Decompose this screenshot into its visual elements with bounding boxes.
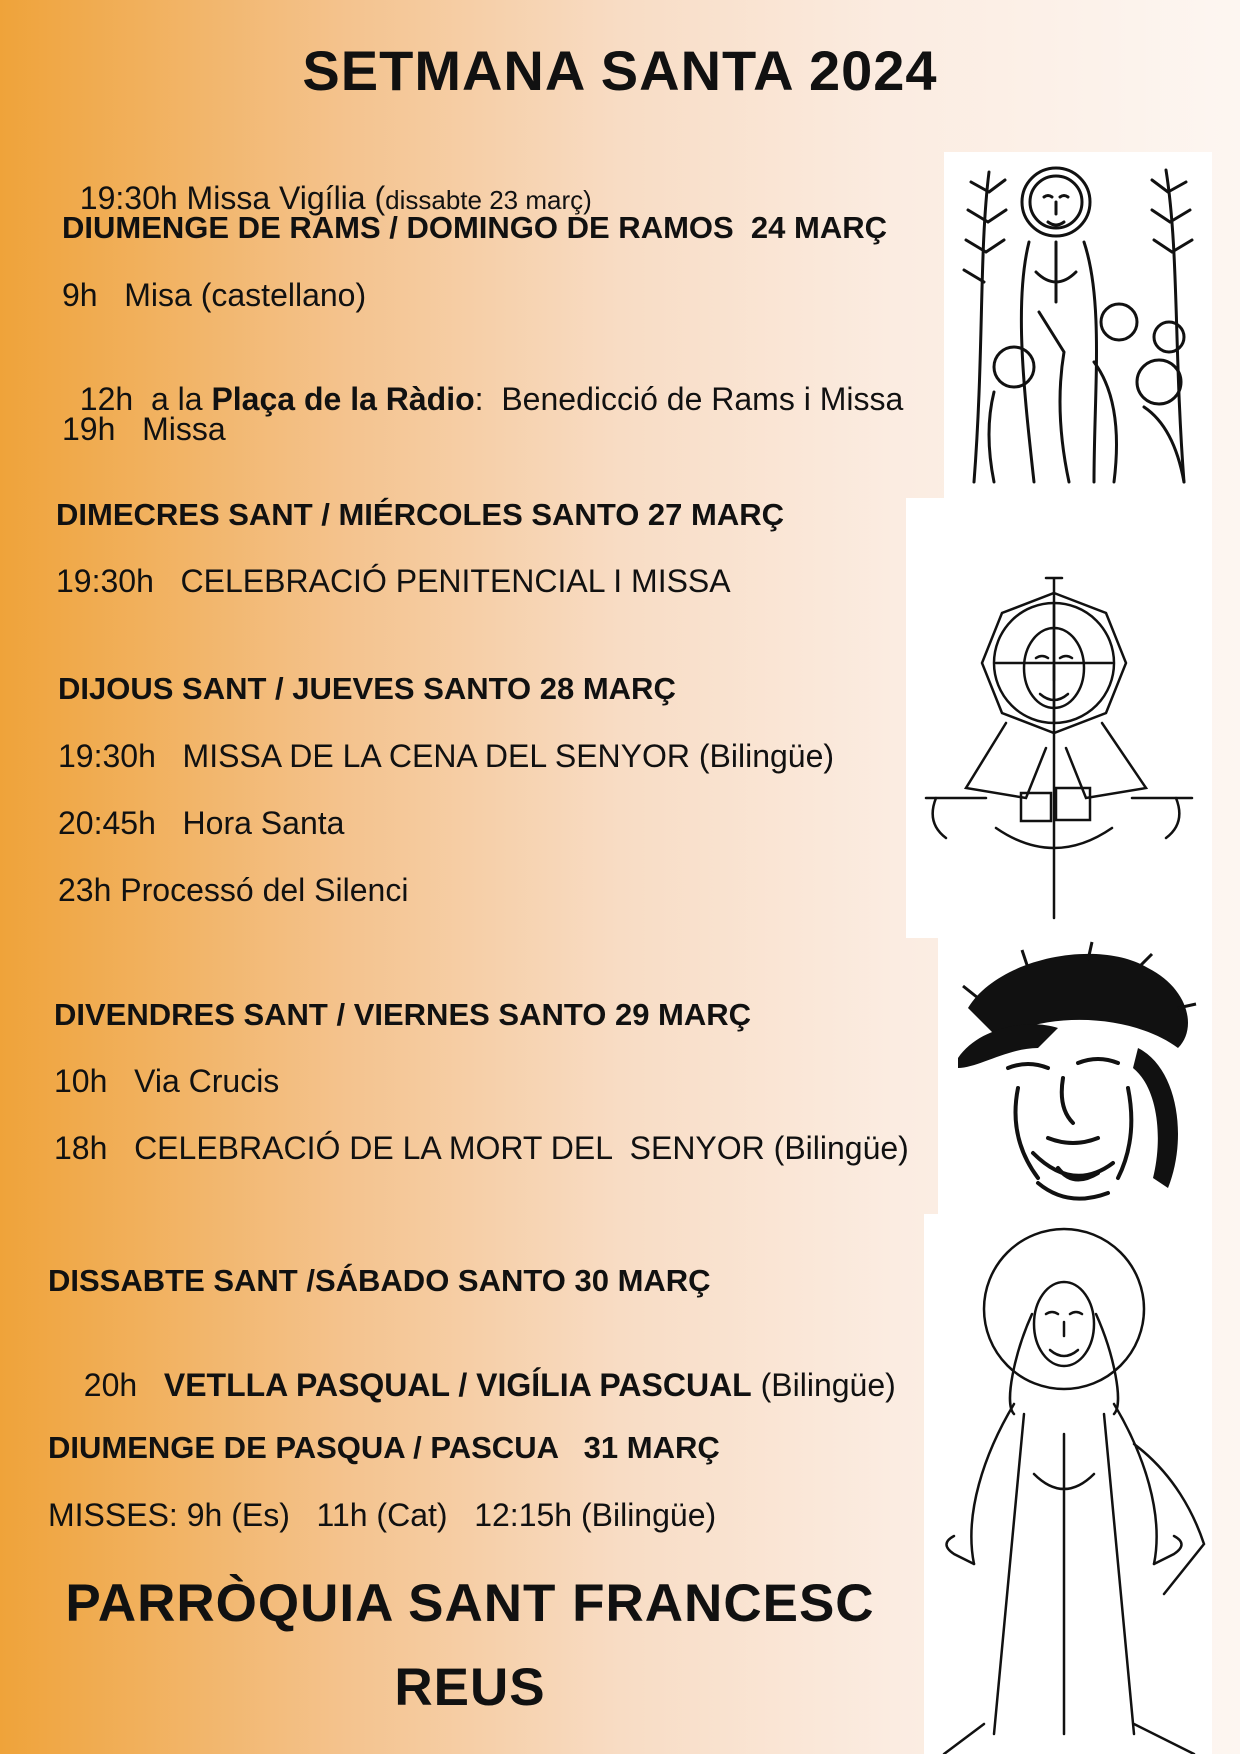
dimecres-line-1: 19:30h CELEBRACIÓ PENITENCIAL I MISSA: [56, 563, 731, 599]
parish-name: PARRÒQUIA SANT FRANCESC: [65, 1574, 875, 1633]
vigil-note: dissabte 23 març): [385, 185, 592, 215]
pasqua-line-1: MISSES: 9h (Es) 11h (Cat) 12:15h (Bilingüe): [48, 1497, 717, 1533]
rams-line-2-a: 12h a la: [79, 381, 212, 417]
rams-place: Plaça de la Ràdio: [211, 381, 475, 417]
crown-of-thorns-illustration: [938, 938, 1212, 1214]
vetlla-pasqual: VETLLA PASQUAL / VIGÍLIA PASCUAL: [163, 1367, 752, 1403]
vigil-line: [62, 143, 592, 217]
rams-line-2: [62, 344, 903, 418]
risen-christ-illustration: [924, 1214, 1212, 1754]
dissabte-line-1: [48, 1330, 896, 1404]
parish-city: REUS: [394, 1658, 546, 1717]
dijous-line-1: 19:30h MISSA DE LA CENA DEL SENYOR (Bilingüe): [58, 738, 835, 774]
divendres-line-1: 10h Via Crucis: [54, 1063, 280, 1099]
rams-heading: DIUMENGE DE RAMS / DOMINGO DE RAMOS 24 MARÇ: [62, 210, 887, 245]
dimecres-heading: DIMECRES SANT / MIÉRCOLES SANTO 27 MARÇ: [56, 497, 785, 532]
dijous-line-2: 20:45h Hora Santa: [58, 805, 345, 841]
vigil-time: 19:30h Missa Vigília (: [79, 180, 386, 216]
dissabte-line-1-c: (Bilingüe): [751, 1367, 896, 1403]
page-title: SETMANA SANTA 2024: [302, 39, 938, 102]
last-supper-illustration: [906, 498, 1212, 938]
divendres-heading: DIVENDRES SANT / VIERNES SANTO 29 MARÇ: [54, 997, 752, 1032]
dissabte-heading: DISSABTE SANT /SÁBADO SANTO 30 MARÇ: [48, 1263, 711, 1298]
dijous-heading: DIJOUS SANT / JUEVES SANTO 28 MARÇ: [58, 671, 676, 706]
pasqua-heading: DIUMENGE DE PASQUA / PASCUA 31 MARÇ: [48, 1430, 720, 1465]
dijous-line-3: 23h Processó del Silenci: [58, 872, 409, 908]
rams-line-1: 9h Misa (castellano): [62, 277, 367, 313]
rams-line-2-c: : Benedicció de Rams i Missa: [474, 381, 904, 417]
palm-sunday-illustration: [944, 152, 1212, 498]
dissabte-line-1-a: 20h: [83, 1367, 164, 1403]
rams-line-3: 19h Missa: [62, 411, 226, 447]
divendres-line-2: 18h CELEBRACIÓ DE LA MORT DEL SENYOR (Bilingüe): [54, 1130, 909, 1166]
